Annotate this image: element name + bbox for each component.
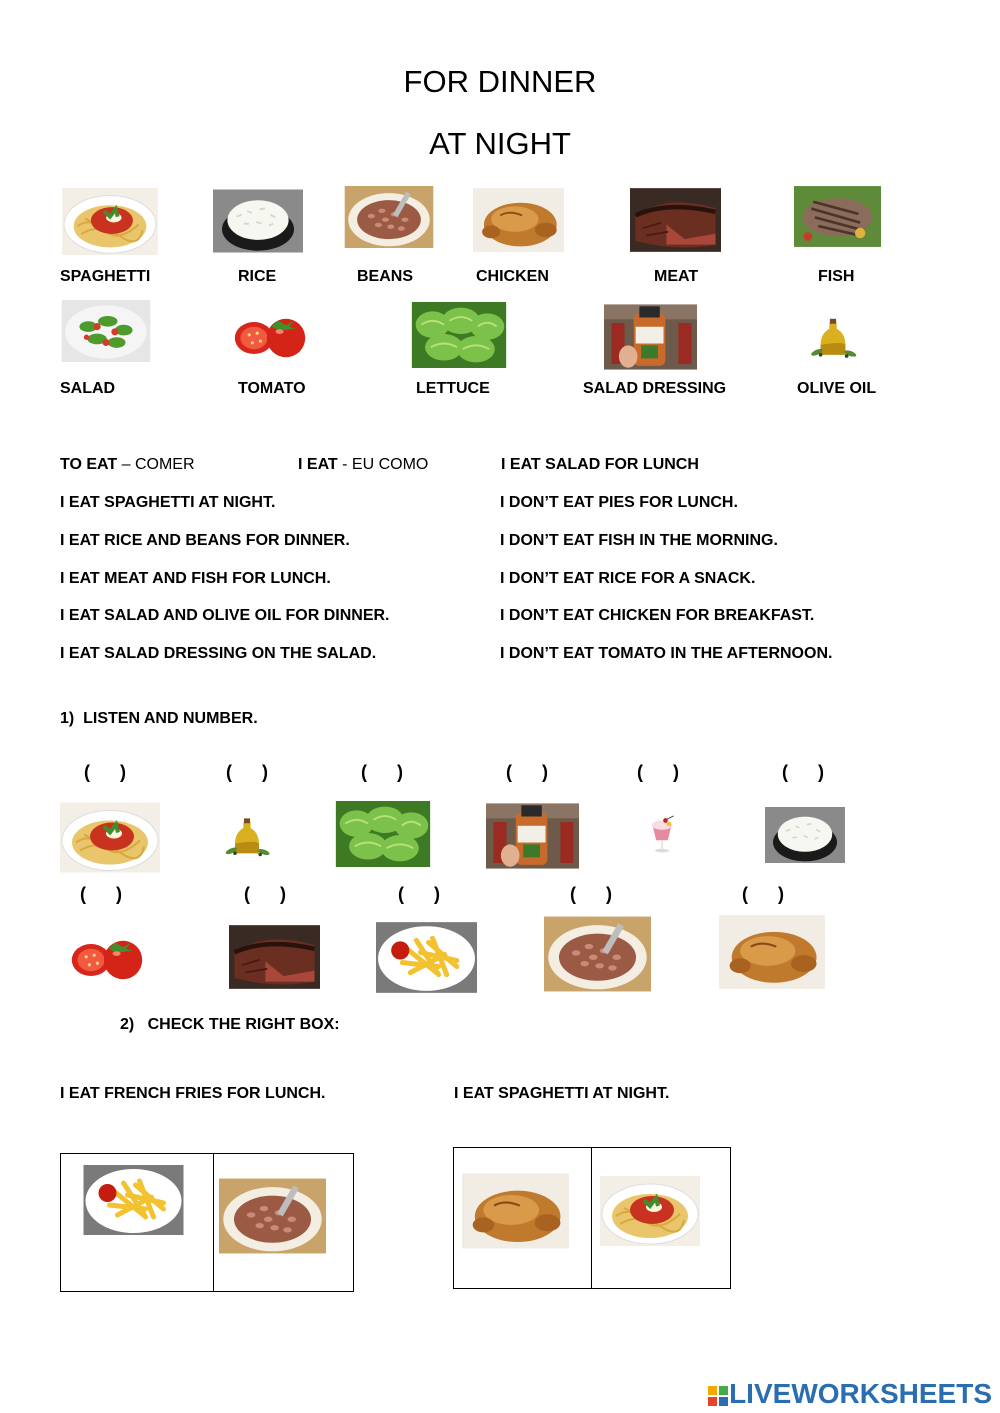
label-beans: BEANS bbox=[357, 268, 414, 285]
check-box-beans[interactable] bbox=[213, 1153, 354, 1292]
answer-blank-11[interactable]: ( ) bbox=[742, 884, 784, 904]
milkshake-icon bbox=[633, 801, 691, 869]
exercise1-number: 1) bbox=[60, 710, 75, 727]
exercise1-heading bbox=[60, 710, 258, 728]
meat-icon bbox=[229, 923, 320, 991]
salad-dressing-icon bbox=[486, 801, 579, 871]
i-eat-term: I EAT bbox=[298, 456, 338, 473]
fish-icon bbox=[794, 184, 881, 249]
chicken-icon bbox=[719, 914, 825, 990]
chicken-icon bbox=[462, 1173, 569, 1249]
answer-blank-6[interactable]: ( ) bbox=[782, 762, 824, 782]
label-salad-dressing: SALAD DRESSING bbox=[583, 380, 727, 397]
french-fries-icon bbox=[376, 921, 477, 994]
title-at-night: AT NIGHT bbox=[429, 126, 571, 161]
exercise2-heading bbox=[120, 1016, 340, 1034]
to-eat-term: TO EAT bbox=[60, 456, 118, 473]
i-eat-translation: - EU COMO bbox=[337, 456, 429, 473]
sentence-right-2: I DON’T EAT PIES FOR LUNCH. bbox=[500, 494, 738, 511]
exercise1-title: LISTEN AND NUMBER. bbox=[83, 710, 258, 727]
label-chicken: CHICKEN bbox=[476, 268, 549, 285]
to-eat-translation: – COMER bbox=[117, 456, 195, 473]
answer-blank-1[interactable]: ( ) bbox=[84, 762, 126, 782]
olive-oil-icon bbox=[802, 304, 864, 372]
check-box-spaghetti[interactable] bbox=[591, 1147, 731, 1289]
label-fish: FISH bbox=[818, 268, 855, 285]
answer-blank-5[interactable]: ( ) bbox=[637, 762, 679, 782]
i-eat-definition bbox=[298, 456, 428, 474]
sentence-right-1: I EAT SALAD FOR LUNCH bbox=[501, 456, 699, 473]
sentence-left-1: I EAT SPAGHETTI AT NIGHT. bbox=[60, 494, 276, 511]
label-tomato: TOMATO bbox=[238, 380, 306, 397]
label-meat: MEAT bbox=[654, 268, 699, 285]
spaghetti-icon bbox=[60, 801, 160, 874]
title-for-dinner: FOR DINNER bbox=[403, 64, 597, 99]
french-fries-icon bbox=[66, 1165, 201, 1235]
sentence-left-4: I EAT SALAD AND OLIVE OIL FOR DINNER. bbox=[60, 607, 390, 624]
answer-blank-7[interactable]: ( ) bbox=[80, 884, 122, 904]
rice-icon bbox=[765, 801, 845, 869]
sentence-right-6: I DON’T EAT TOMATO IN THE AFTERNOON. bbox=[500, 645, 833, 662]
to-eat-definition bbox=[60, 456, 195, 474]
logo-text: LIVEWORKSHEETS bbox=[729, 1378, 992, 1409]
sentence-right-4: I DON’T EAT RICE FOR A SNACK. bbox=[500, 570, 756, 587]
sentence-left-5: I EAT SALAD DRESSING ON THE SALAD. bbox=[60, 645, 377, 662]
sentence-right-5: I DON’T EAT CHICKEN FOR BREAKFAST. bbox=[500, 607, 815, 624]
logo-mark-icon bbox=[707, 1385, 729, 1407]
label-lettuce: LETTUCE bbox=[416, 380, 490, 397]
check-box-french-fries[interactable] bbox=[60, 1153, 214, 1292]
answer-blank-9[interactable]: ( ) bbox=[398, 884, 440, 904]
tomato-icon bbox=[64, 928, 150, 984]
label-rice: RICE bbox=[238, 268, 277, 285]
sentence-left-3: I EAT MEAT AND FISH FOR LUNCH. bbox=[60, 570, 331, 587]
exercise2-right-sentence: I EAT SPAGHETTI AT NIGHT. bbox=[454, 1085, 670, 1102]
olive-oil-icon bbox=[217, 803, 277, 871]
spaghetti-icon bbox=[60, 188, 160, 255]
label-spaghetti: SPAGHETTI bbox=[60, 268, 151, 285]
check-box-chicken[interactable] bbox=[453, 1147, 592, 1289]
spaghetti-icon bbox=[600, 1173, 700, 1249]
exercise2-left-sentence: I EAT FRENCH FRIES FOR LUNCH. bbox=[60, 1085, 326, 1102]
salad-dressing-icon bbox=[604, 302, 697, 372]
sentence-right-3: I DON’T EAT FISH IN THE MORNING. bbox=[500, 532, 778, 549]
meat-icon bbox=[630, 186, 721, 254]
lettuce-icon bbox=[410, 302, 508, 368]
tomato-icon bbox=[228, 306, 312, 362]
lettuce-icon bbox=[334, 801, 432, 867]
liveworksheets-logo bbox=[707, 1378, 992, 1410]
beans-icon bbox=[219, 1176, 326, 1256]
chicken-icon bbox=[473, 186, 564, 254]
answer-blank-3[interactable]: ( ) bbox=[361, 762, 403, 782]
exercise2-title: CHECK THE RIGHT BOX: bbox=[147, 1016, 340, 1033]
answer-blank-2[interactable]: ( ) bbox=[226, 762, 268, 782]
label-olive-oil: OLIVE OIL bbox=[797, 380, 877, 397]
answer-blank-8[interactable]: ( ) bbox=[244, 884, 286, 904]
beans-icon bbox=[544, 914, 651, 994]
sentence-left-2: I EAT RICE AND BEANS FOR DINNER. bbox=[60, 532, 350, 549]
beans-icon bbox=[342, 186, 436, 248]
exercise2-number: 2) bbox=[120, 1016, 135, 1033]
label-salad: SALAD bbox=[60, 380, 116, 397]
answer-blank-4[interactable]: ( ) bbox=[506, 762, 548, 782]
answer-blank-10[interactable]: ( ) bbox=[570, 884, 612, 904]
salad-icon bbox=[60, 300, 152, 362]
rice-icon bbox=[213, 186, 303, 256]
